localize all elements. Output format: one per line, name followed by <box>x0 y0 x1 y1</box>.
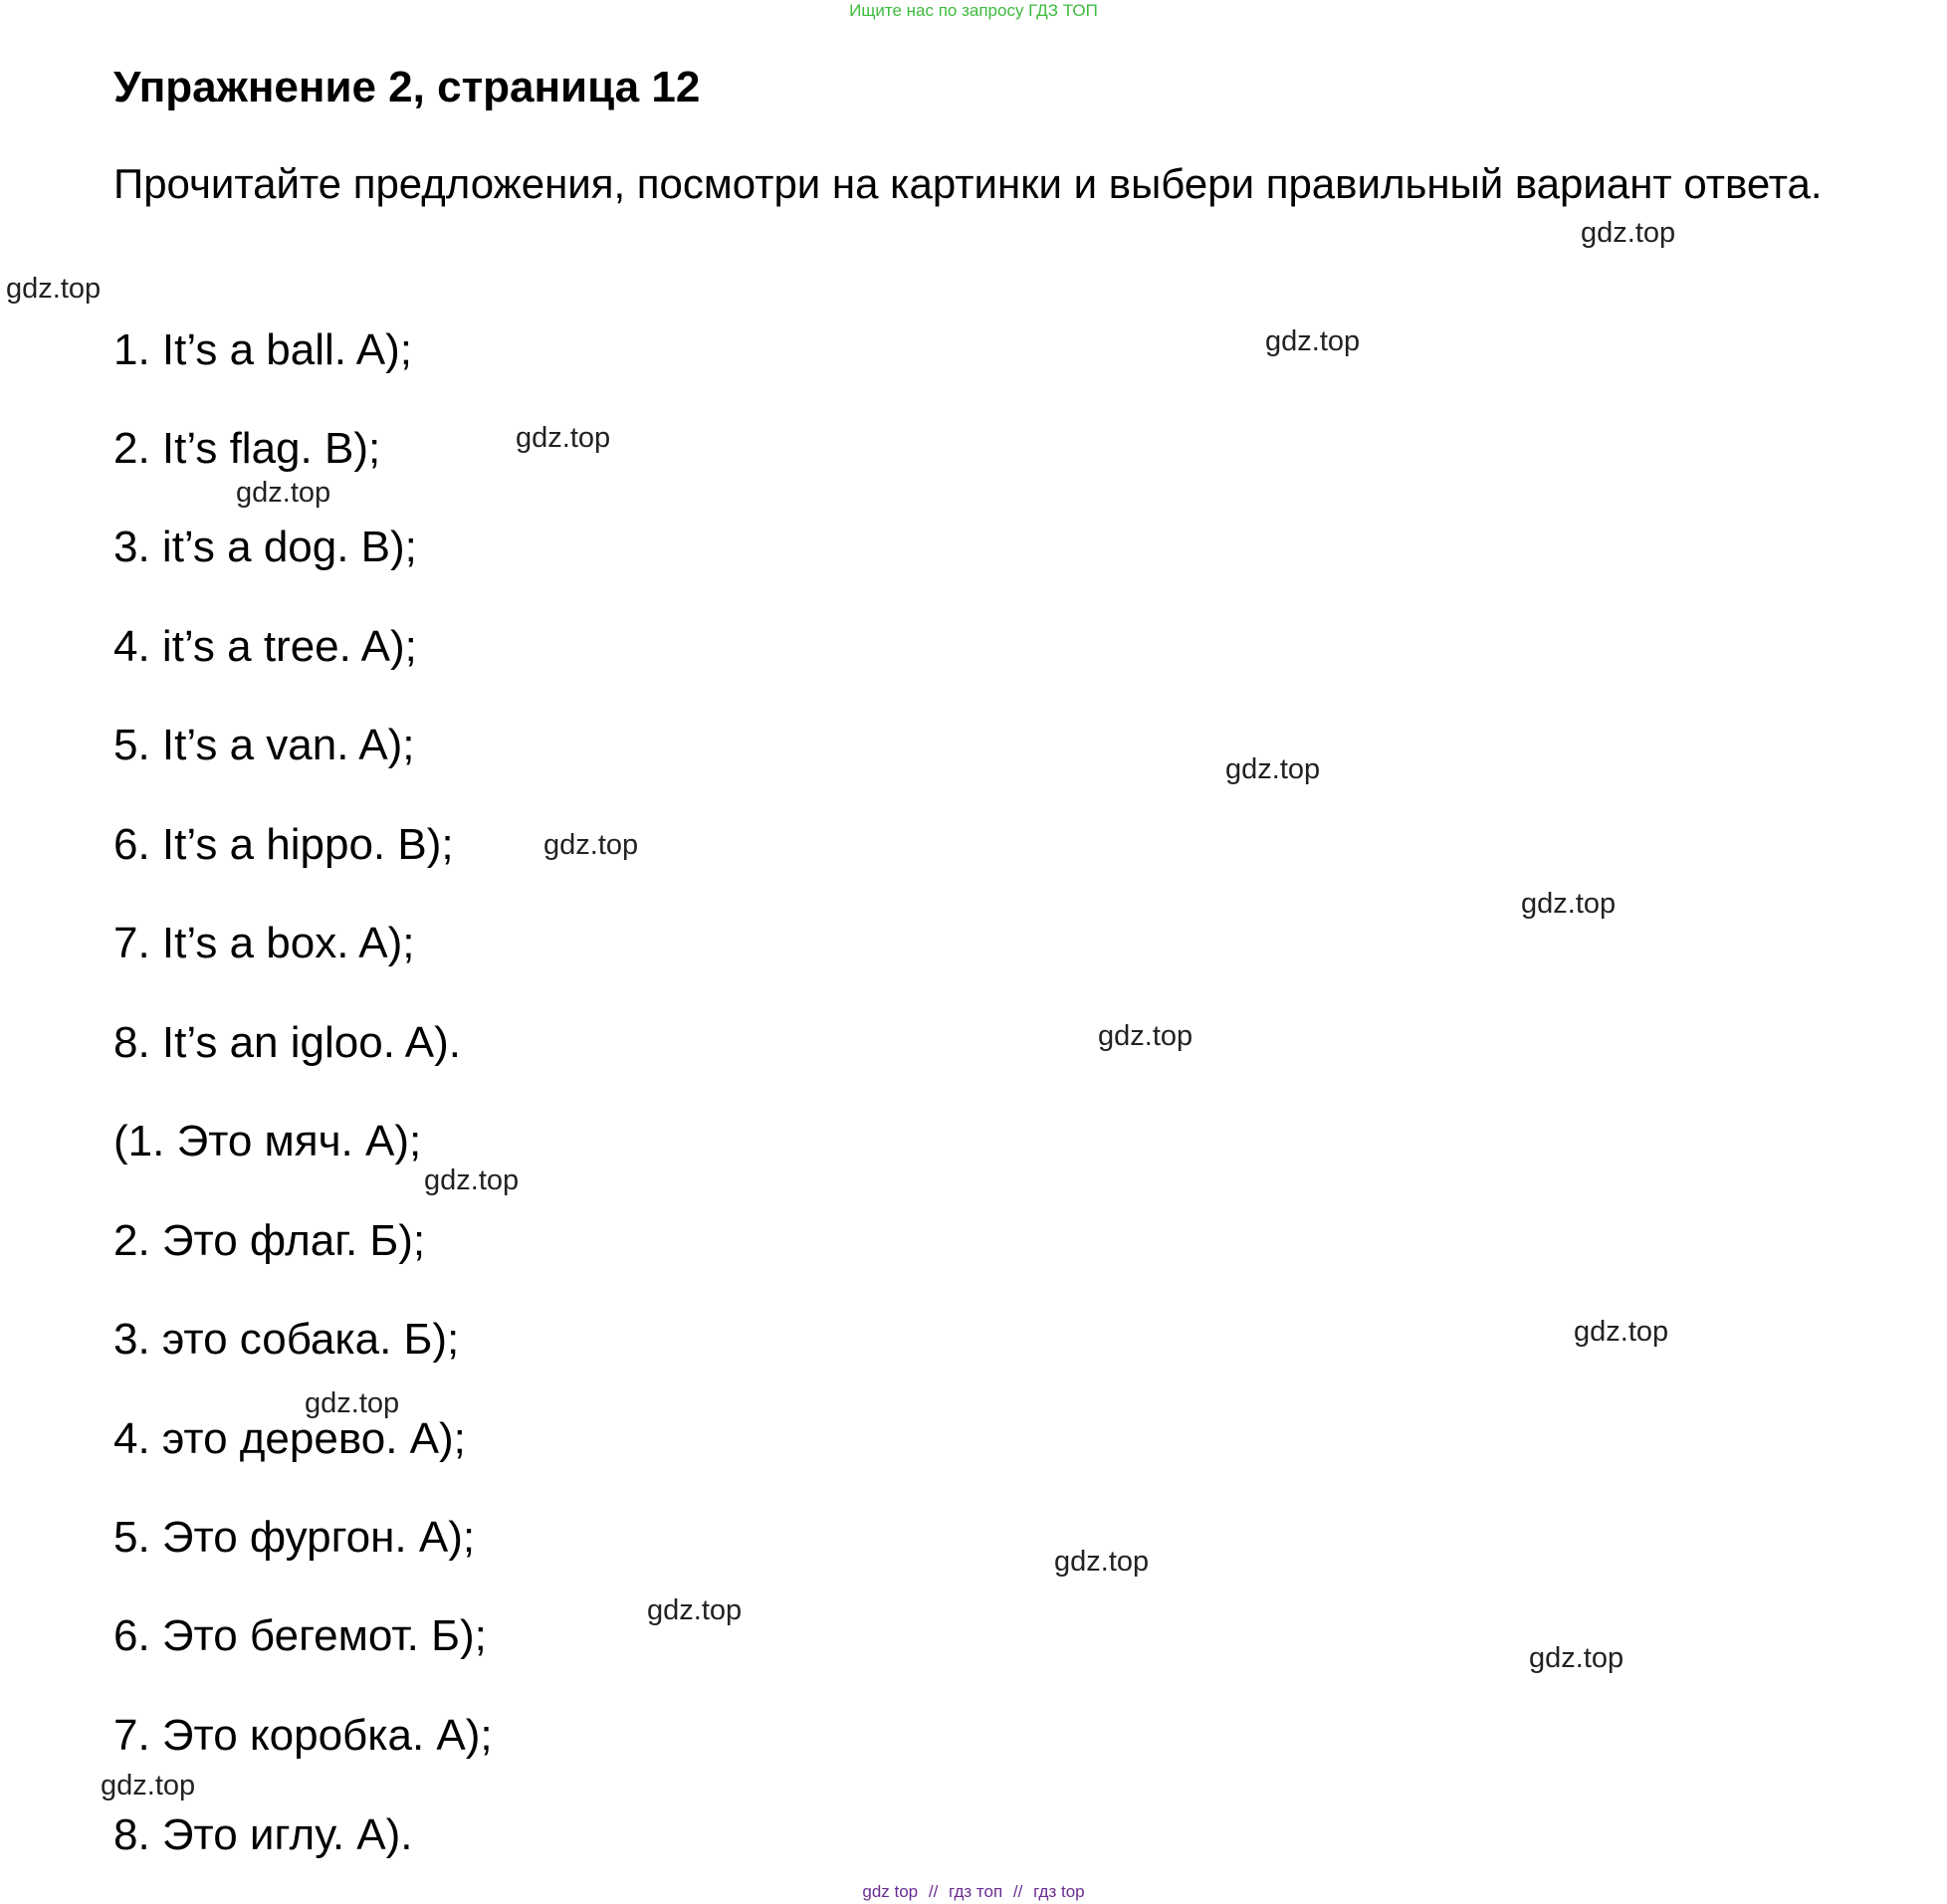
watermark: gdz.top <box>1265 325 1361 357</box>
watermark: gdz.top <box>1225 753 1321 785</box>
answer-ru-3: 3. это собака. Б); <box>113 1315 460 1364</box>
answer-en-3: 3. it’s a dog. B); <box>113 523 417 571</box>
watermark: gdz.top <box>424 1164 520 1196</box>
answer-ru-7: 7. Это коробка. А); <box>113 1711 493 1760</box>
watermark: gdz.top <box>1574 1316 1669 1348</box>
answer-en-6: 6. It’s a hippo. B); <box>113 820 454 869</box>
watermark: gdz.top <box>6 273 102 305</box>
watermark: gdz.top <box>1054 1546 1150 1578</box>
answer-en-1: 1. It’s a ball. A); <box>113 325 413 374</box>
answer-ru-5: 5. Это фургон. А); <box>113 1513 476 1562</box>
footer-link[interactable]: гдз top <box>1033 1882 1085 1901</box>
watermark: gdz.top <box>305 1387 400 1419</box>
footer-separator: // <box>928 1882 939 1901</box>
answer-en-4: 4. it’s a tree. A); <box>113 622 417 671</box>
answer-ru-4: 4. это дерево. А); <box>113 1414 466 1463</box>
answer-en-2: 2. It’s flag. B); <box>113 424 381 473</box>
answer-ru-1: (1. Это мяч. А); <box>113 1117 422 1165</box>
answer-en-8: 8. It’s an igloo. A). <box>113 1018 461 1067</box>
watermark: gdz.top <box>236 477 331 509</box>
answer-ru-8: 8. Это иглу. А). <box>113 1810 413 1859</box>
footer-links <box>0 1881 1947 1903</box>
watermark: gdz.top <box>1098 1020 1193 1052</box>
top-banner: Ищите нас по запросу ГДЗ ТОП <box>849 1 1098 20</box>
footer-link[interactable]: gdz top <box>862 1882 919 1901</box>
watermark: gdz.top <box>1529 1642 1624 1674</box>
footer-link[interactable]: гдз топ <box>949 1882 1003 1901</box>
footer-separator: // <box>1012 1882 1023 1901</box>
answer-ru-6: 6. Это бегемот. Б); <box>113 1611 487 1660</box>
watermark: gdz.top <box>516 422 611 454</box>
watermark: gdz.top <box>647 1594 743 1626</box>
answer-ru-2: 2. Это флаг. Б); <box>113 1216 426 1265</box>
watermark: gdz.top <box>1521 888 1617 920</box>
watermark: gdz.top <box>543 829 639 861</box>
answer-en-5: 5. It’s a van. A); <box>113 721 415 769</box>
page-title: Упражнение 2, страница 12 <box>113 63 701 111</box>
answer-en-7: 7. It’s a box. A); <box>113 919 415 967</box>
watermark: gdz.top <box>101 1770 196 1801</box>
exercise-instruction: Прочитайте предложения, посмотри на картинки и выбери правильный вариант ответа. <box>113 160 1823 207</box>
watermark: gdz.top <box>1581 217 1676 249</box>
